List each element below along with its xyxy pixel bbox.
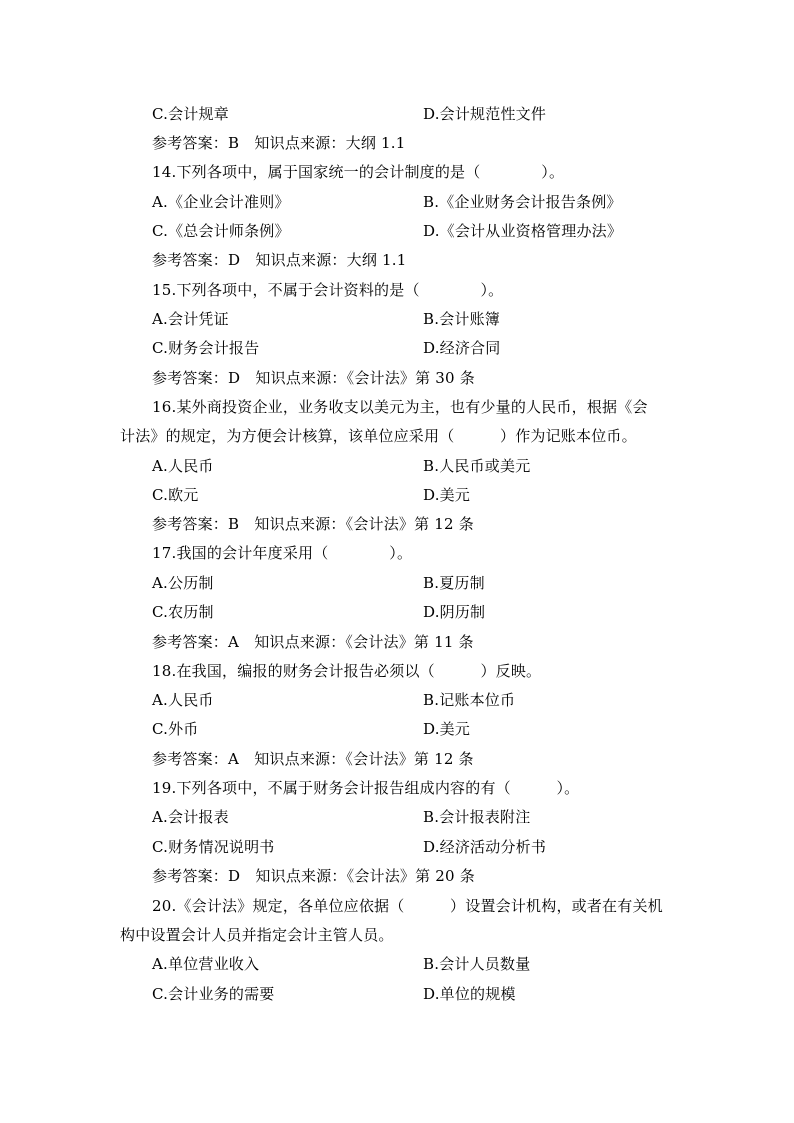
option-a: A.会计报表 — [152, 808, 229, 826]
option-b: B.人民币或美元 — [423, 457, 531, 475]
question-17: 17.我国的会计年度采用（ ）。 — [152, 544, 413, 562]
option-c: C.外币 — [152, 720, 199, 738]
question-14: 14.下列各项中，属于国家统一的会计制度的是（ ）。 — [152, 163, 565, 181]
question-20-line-2: 构中设置会计人员并指定会计主管人员。 — [120, 926, 394, 944]
option-c: C.财务情况说明书 — [152, 838, 275, 856]
answer-line: 参考答案：B 知识点来源：《会计法》第 12 条 — [152, 515, 474, 533]
option-c: C.会计规章 — [152, 105, 229, 123]
option-d: D.《会计从业资格管理办法》 — [423, 222, 623, 240]
option-b: B.记账本位币 — [423, 691, 516, 709]
option-c: C.农历制 — [152, 603, 214, 621]
question-16-line-1: 16.某外商投资企业，业务收支以美元为主，也有少量的人民币，根据《会 — [152, 398, 648, 416]
option-a: A.《企业会计准则》 — [152, 193, 290, 211]
option-d: D.美元 — [423, 720, 471, 738]
option-b: B.《企业财务会计报告条例》 — [423, 193, 622, 211]
option-c: C.会计业务的需要 — [152, 985, 275, 1003]
answer-line: 参考答案：A 知识点来源：《会计法》第 11 条 — [152, 633, 474, 651]
option-d: D.经济活动分析书 — [423, 838, 547, 856]
question-19: 19.下列各项中，不属于财务会计报告组成内容的有（ ）。 — [152, 779, 580, 797]
answer-line: 参考答案：D 知识点来源：《会计法》第 30 条 — [152, 369, 475, 387]
option-d: D.阴历制 — [423, 603, 486, 621]
answer-line: 参考答案：A 知识点来源：《会计法》第 12 条 — [152, 750, 474, 768]
option-b: B.夏历制 — [423, 574, 485, 592]
answer-line: 参考答案：B 知识点来源：大纲 1.1 — [152, 134, 406, 152]
answer-line: 参考答案：D 知识点来源：大纲 1.1 — [152, 251, 407, 269]
option-b: B.会计报表附注 — [423, 808, 531, 826]
option-a: A.单位营业收入 — [152, 955, 260, 973]
option-b: B.会计账簿 — [423, 310, 500, 328]
question-18: 18.在我国，编报的财务会计报告必须以（ ）反映。 — [152, 662, 542, 680]
option-d: D.单位的规模 — [423, 985, 516, 1003]
question-20-line-1: 20.《会计法》规定，各单位应依据（ ）设置会计机构，或者在有关机 — [152, 897, 663, 915]
option-a: A.会计凭证 — [152, 310, 229, 328]
option-a: A.人民币 — [152, 691, 214, 709]
option-c: C.财务会计报告 — [152, 339, 260, 357]
option-c: C.《总会计师条例》 — [152, 222, 290, 240]
question-16-line-2: 计法》的规定，为方便会计核算，该单位应采用（ ）作为记账本位币。 — [120, 427, 637, 445]
option-d: D.会计规范性文件 — [423, 105, 547, 123]
option-d: D.经济合同 — [423, 339, 501, 357]
option-a: A.人民币 — [152, 457, 214, 475]
option-b: B.会计人员数量 — [423, 955, 531, 973]
question-15: 15.下列各项中，不属于会计资料的是（ ）。 — [152, 281, 504, 299]
answer-line: 参考答案：D 知识点来源：《会计法》第 20 条 — [152, 867, 475, 885]
option-c: C.欧元 — [152, 486, 199, 504]
option-d: D.美元 — [423, 486, 471, 504]
option-a: A.公历制 — [152, 574, 214, 592]
